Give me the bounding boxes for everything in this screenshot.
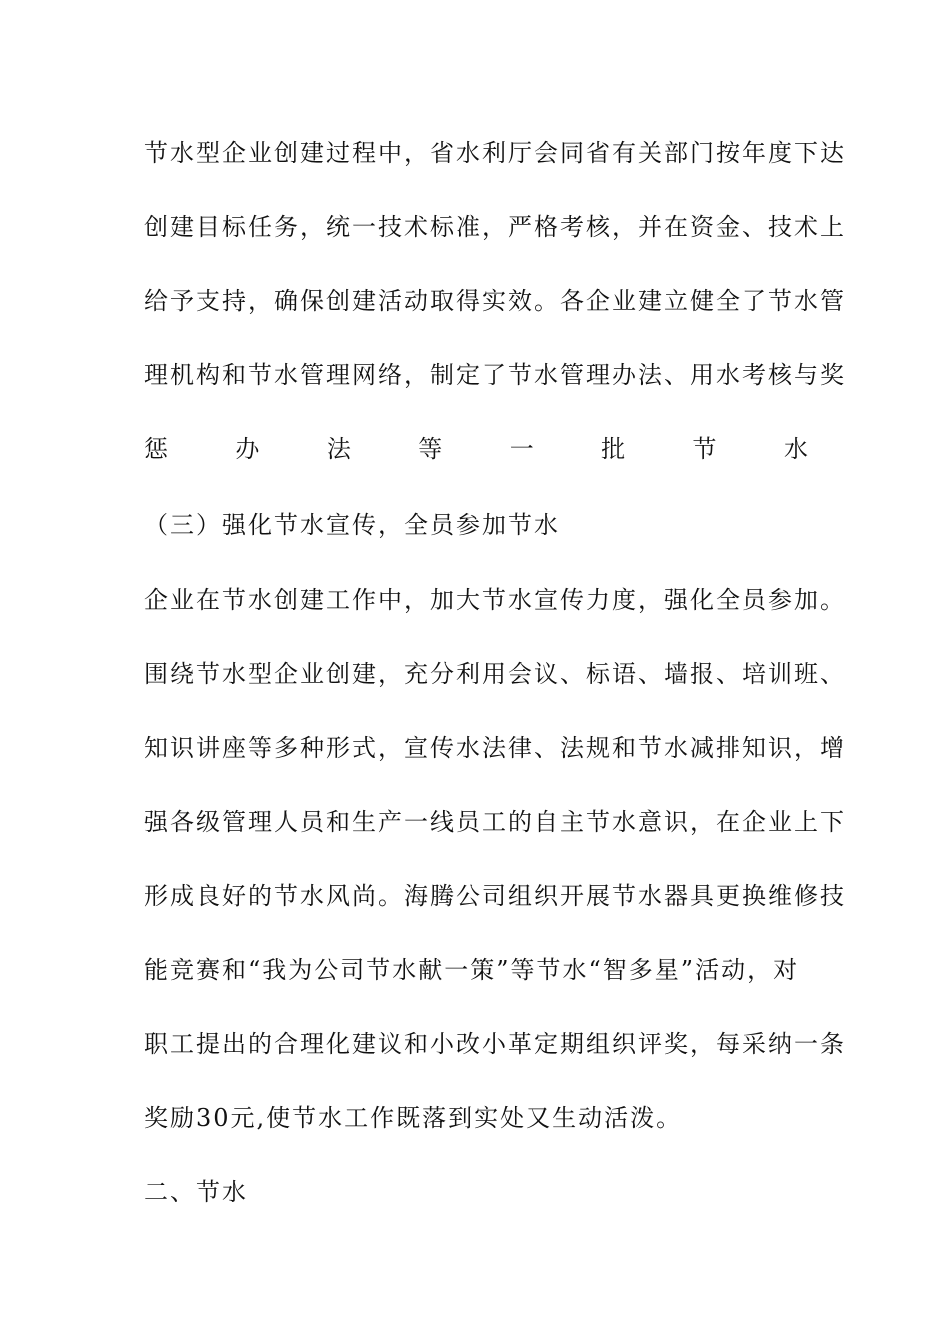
text-line-2: 创建目标任务，统一技术标准，严格考核，并在资金、技术上 <box>144 213 846 241</box>
text-line-11: 形成良好的节水风尚。海腾公司组织开展节水器具更换维修技 <box>144 882 846 910</box>
spread-char: 惩 <box>144 435 168 463</box>
text-line-12: 能竞赛和“我为公司节水献一策”等节水“智多星”活动，对 <box>144 956 800 984</box>
spread-char: 水 <box>783 435 808 463</box>
section-heading: （三）强化节水宣传，全员参加节水 <box>144 511 560 539</box>
text-line-4: 理机构和节水管理网络，制定了节水管理办法、用水考核与奖 <box>144 361 846 389</box>
text-line-8: 围绕节水型企业创建，充分利用会议、标语、墙报、培训班、 <box>144 660 846 688</box>
text-line-10: 强各级管理人员和生产一线员工的自主节水意识，在企业上下 <box>144 808 846 836</box>
text-line-13: 职工提出的合理化建议和小改小革定期组织评奖，每采纳一条 <box>144 1030 846 1058</box>
text-line-9: 知识讲座等多种形式，宣传水法律、法规和节水减排知识，增 <box>144 734 846 762</box>
spread-char: 等 <box>418 435 443 463</box>
text-line-14: 奖励30元,使节水工作既落到实处又生动活泼。 <box>144 1104 683 1132</box>
text-line-3: 给予支持，确保创建活动取得实效。各企业建立健全了节水管 <box>144 287 846 315</box>
section-heading-2: 二、节水 <box>144 1178 248 1206</box>
text-line-1: 节水型企业创建过程中，省水利厅会同省有关部门按年度下达 <box>144 139 846 167</box>
spread-char: 节 <box>692 435 717 463</box>
spread-char: 一 <box>509 435 534 463</box>
text-line-5-justified <box>144 429 808 469</box>
spread-char: 办 <box>235 435 260 463</box>
spread-char: 法 <box>326 435 351 463</box>
spread-char: 批 <box>601 435 626 463</box>
text-line-7: 企业在节水创建工作中，加大节水宣传力度，强化全员参加。 <box>144 586 846 614</box>
